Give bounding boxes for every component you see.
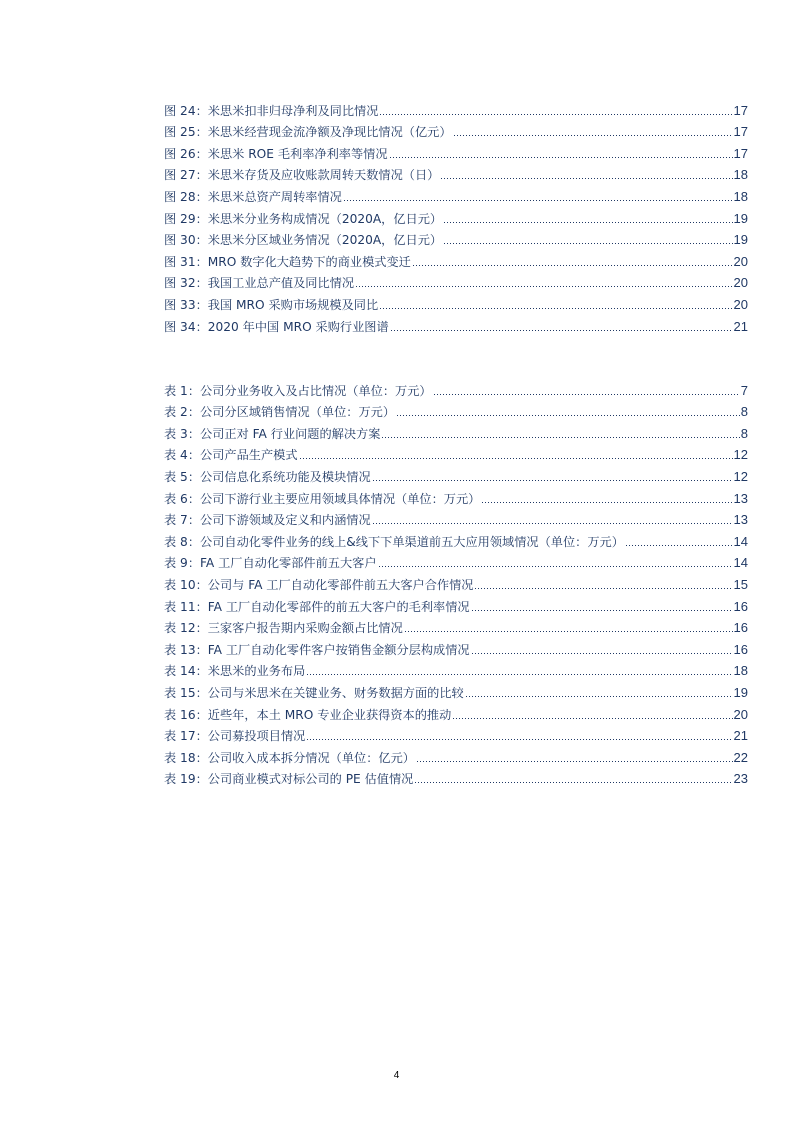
toc-entry-page: 8	[740, 404, 748, 420]
dot-leader	[372, 479, 733, 482]
toc-entry-page: 14	[733, 533, 748, 549]
toc-entry-page: 18	[733, 663, 748, 679]
toc-entry-figure-29[interactable]	[164, 205, 748, 227]
dot-leader	[416, 760, 733, 763]
toc-entry-label: 图 24：米思米扣非归母净利及同比情况	[164, 103, 379, 118]
dot-leader	[414, 781, 732, 784]
toc-entry-label: 表 14：米思米的业务布局	[164, 664, 306, 679]
toc-entry-label: 表 12：三家客户报告期内采购金额占比情况	[164, 621, 403, 636]
toc-entry-label: 表 2：公司分区域销售情况（单位：万元）	[164, 405, 396, 420]
toc-entry-page: 14	[733, 555, 748, 571]
toc-entry-page: 8	[740, 425, 748, 441]
toc-entry-page: 16	[733, 598, 748, 614]
dot-leader	[379, 307, 732, 310]
dot-leader	[299, 457, 733, 460]
toc-entry-table-4[interactable]	[164, 442, 748, 464]
toc-entry-label: 图 31：MRO 数字化大趋势下的商业模式变迁	[164, 254, 411, 269]
toc-entry-page: 16	[733, 620, 748, 636]
toc-entry-table-7[interactable]	[164, 507, 748, 529]
toc-entry-label: 表 5：公司信息化系统功能及模块情况	[164, 469, 371, 484]
table-list	[164, 377, 748, 787]
dot-leader	[412, 264, 733, 267]
dot-leader	[452, 717, 732, 720]
toc-entry-page: 21	[733, 728, 748, 744]
toc-entry-table-12[interactable]	[164, 615, 748, 637]
toc-entry-figure-28[interactable]	[164, 183, 748, 205]
toc-entry-table-10[interactable]	[164, 571, 748, 593]
toc-entry-table-14[interactable]	[164, 658, 748, 680]
toc-entry-table-18[interactable]	[164, 744, 748, 766]
toc-entry-page: 13	[733, 512, 748, 528]
toc-entry-page: 19	[733, 210, 748, 226]
dot-leader	[355, 285, 733, 288]
dot-leader	[404, 630, 733, 633]
toc-entry-label: 表 15：公司与米思米在关键业务、财务数据方面的比较	[164, 685, 464, 700]
toc-entry-table-5[interactable]	[164, 463, 748, 485]
dot-leader	[396, 414, 740, 417]
toc-entry-table-11[interactable]	[164, 593, 748, 615]
toc-entry-label: 表 10：公司与 FA 工厂自动化零部件前五大客户合作情况	[164, 577, 474, 592]
toc-entry-label: 图 32：我国工业总产值及同比情况	[164, 276, 355, 291]
toc-entry-label: 图 27：米思米存货及应收账款周转天数情况（日）	[164, 168, 440, 183]
toc-entry-table-6[interactable]	[164, 485, 748, 507]
toc-entry-page: 7	[740, 382, 748, 398]
toc-entry-page: 20	[733, 706, 748, 722]
toc-entry-figure-33[interactable]	[164, 291, 748, 313]
toc-entry-label: 表 1：公司分业务收入及占比情况（单位：万元）	[164, 383, 432, 398]
toc-entry-label: 表 6：公司下游行业主要应用领域具体情况（单位：万元）	[164, 491, 481, 506]
toc-entry-label: 表 13：FA 工厂自动化零件客户按销售金额分层构成情况	[164, 642, 470, 657]
toc-entry-table-3[interactable]	[164, 420, 748, 442]
toc-entry-page: 22	[733, 749, 748, 765]
toc-entry-page: 18	[733, 167, 748, 183]
dot-leader	[433, 393, 740, 396]
toc-entry-page: 17	[733, 145, 748, 161]
toc-entry-label: 表 16：近些年，本土 MRO 专业企业获得资本的推动	[164, 707, 452, 722]
dot-leader	[381, 436, 739, 439]
dot-leader	[389, 156, 733, 159]
dot-leader	[372, 522, 733, 525]
toc-entry-page: 20	[733, 275, 748, 291]
toc-entry-figure-27[interactable]	[164, 162, 748, 184]
dot-leader	[390, 329, 733, 332]
toc-entry-figure-32[interactable]	[164, 270, 748, 292]
toc-entry-figure-30[interactable]	[164, 227, 748, 249]
toc-entry-page: 20	[733, 296, 748, 312]
toc-entry-label: 图 34：2020 年中国 MRO 采购行业图谱	[164, 319, 389, 334]
dot-leader	[306, 738, 732, 741]
toc-entry-label: 图 28：米思米总资产周转率情况	[164, 189, 342, 204]
dot-leader	[378, 565, 733, 568]
toc-entry-page: 20	[733, 253, 748, 269]
toc-entry-table-16[interactable]	[164, 701, 748, 723]
toc-entry-label: 表 18：公司收入成本拆分情况（单位：亿元）	[164, 750, 415, 765]
toc-entry-figure-24[interactable]	[164, 97, 748, 119]
toc-entry-page: 18	[733, 188, 748, 204]
toc-entry-table-2[interactable]	[164, 399, 748, 421]
dot-leader	[306, 673, 732, 676]
toc-entry-page: 19	[733, 684, 748, 700]
dot-leader	[443, 221, 732, 224]
toc-entry-label: 表 19：公司商业模式对标公司的 PE 估值情况	[164, 772, 414, 787]
toc-entry-label: 图 30：米思米分区域业务情况（2020A，亿日元）	[164, 233, 443, 248]
dot-leader	[471, 609, 733, 612]
toc-entry-table-15[interactable]	[164, 679, 748, 701]
toc-entry-table-1[interactable]	[164, 377, 748, 399]
dot-leader	[481, 501, 732, 504]
dot-leader	[440, 177, 732, 180]
toc-entry-label: 表 11：FA 工厂自动化零部件的前五大客户的毛利率情况	[164, 599, 470, 614]
toc-entry-label: 表 4：公司产品生产模式	[164, 448, 298, 463]
page-number: 4	[393, 1070, 400, 1081]
toc-entry-page: 16	[733, 641, 748, 657]
dot-leader	[474, 587, 732, 590]
dot-leader	[625, 544, 733, 547]
toc-entry-label: 表 9：FA 工厂自动化零部件前五大客户	[164, 556, 377, 571]
toc-entry-figure-26[interactable]	[164, 140, 748, 162]
toc-entry-label: 表 17：公司募投项目情况	[164, 729, 306, 744]
toc-entry-page: 12	[733, 468, 748, 484]
toc-entry-table-13[interactable]	[164, 636, 748, 658]
dot-leader	[343, 199, 733, 202]
toc-entry-table-8[interactable]	[164, 528, 748, 550]
toc-entry-label: 图 29：米思米分业务构成情况（2020A，亿日元）	[164, 211, 443, 226]
toc-entry-page: 17	[733, 124, 748, 140]
toc-entry-figure-34[interactable]	[164, 313, 748, 335]
toc-entry-page: 12	[733, 447, 748, 463]
toc-entry-label: 图 33：我国 MRO 采购市场规模及同比	[164, 297, 379, 312]
toc-entry-label: 表 8：公司自动化零件业务的线上&线下下单渠道前五大应用领域情况（单位：万元）	[164, 534, 624, 549]
dot-leader	[471, 652, 733, 655]
dot-leader	[443, 242, 732, 245]
toc-entry-table-9[interactable]	[164, 550, 748, 572]
toc-entry-label: 表 3：公司正对 FA 行业问题的解决方案	[164, 426, 381, 441]
toc-entry-page: 23	[733, 771, 748, 787]
toc-entry-table-17[interactable]	[164, 723, 748, 745]
figure-list	[164, 97, 748, 335]
toc-entry-page: 19	[733, 232, 748, 248]
toc-entry-page: 15	[733, 576, 748, 592]
toc-entry-page: 17	[733, 102, 748, 118]
toc-entry-label: 图 26：米思米 ROE 毛利率净利率等情况	[164, 146, 388, 161]
dot-leader	[453, 134, 733, 137]
toc-entry-label: 图 25：米思米经营现金流净额及净现比情况（亿元）	[164, 125, 452, 140]
dot-leader	[465, 695, 733, 698]
dot-leader	[379, 113, 732, 116]
toc-entry-label: 表 7：公司下游领域及定义和内涵情况	[164, 513, 371, 528]
toc-entry-page: 13	[733, 490, 748, 506]
toc-entry-figure-31[interactable]	[164, 248, 748, 270]
toc-entry-page: 21	[733, 318, 748, 334]
toc-entry-figure-25[interactable]	[164, 119, 748, 141]
toc-entry-table-19[interactable]	[164, 766, 748, 788]
